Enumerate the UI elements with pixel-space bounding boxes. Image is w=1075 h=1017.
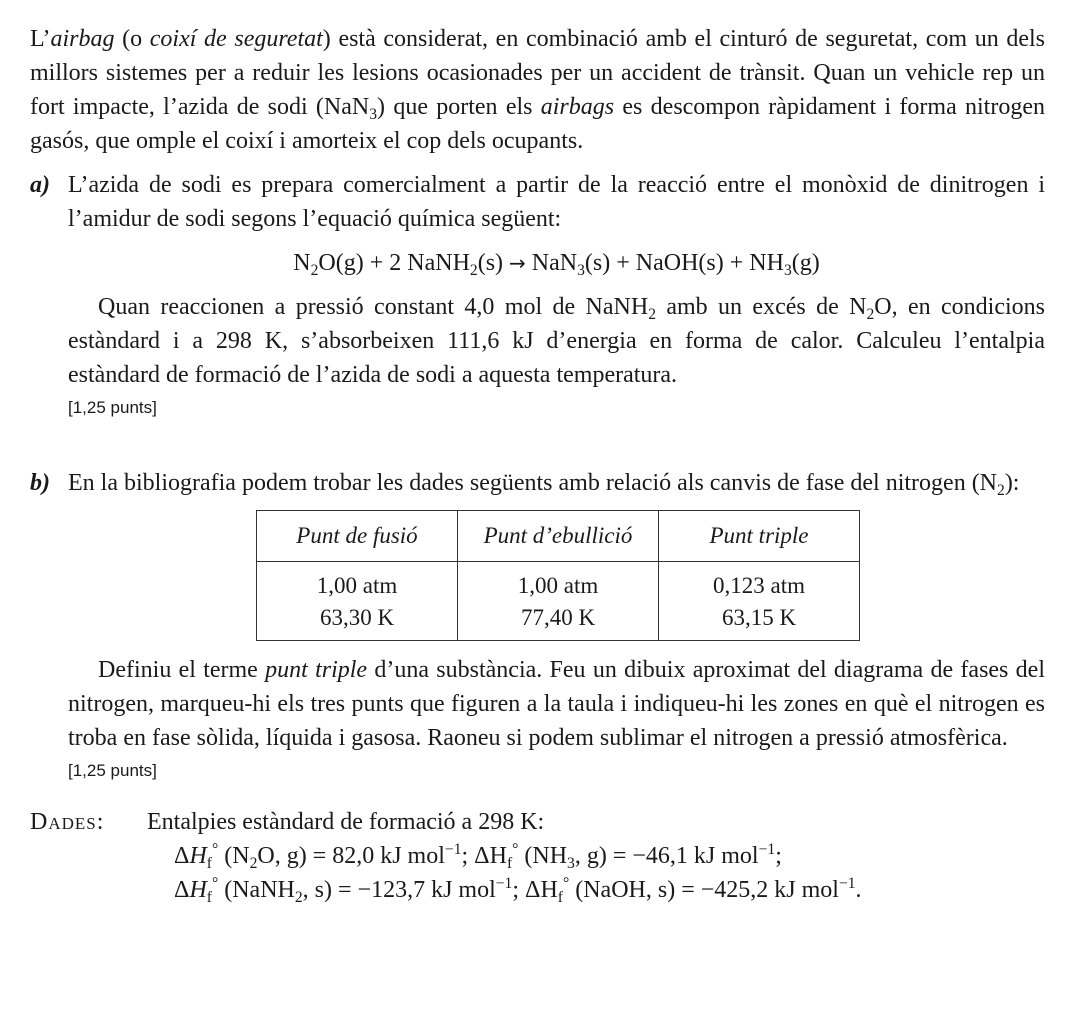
task-text: O, en condicions estàndard i a 298 K, s’absorbeixen 111,6 kJ d’energia en forma de calor. Calculeu l’entalpia estàndard de formació de l’azida de sodi a aquesta temperatura. bbox=[68, 294, 1046, 388]
task-text: amb un excés de N bbox=[655, 294, 867, 320]
question-b-statement bbox=[68, 466, 1045, 500]
superscript: −1 bbox=[758, 841, 776, 859]
data-text: (NaOH, s) = −425,2 kJ mol bbox=[569, 877, 839, 903]
superscript: ° bbox=[562, 875, 570, 893]
superscript: ° bbox=[211, 841, 219, 859]
equation-text: (s) bbox=[477, 250, 510, 276]
equation-text: (s) + NaOH(s) + NH bbox=[584, 250, 784, 276]
intro-text: (o bbox=[114, 26, 150, 52]
data-text: (NH bbox=[518, 843, 568, 869]
pressure-value: 0,123 atm bbox=[713, 573, 805, 598]
subscript: f bbox=[506, 855, 513, 873]
question-a-task bbox=[68, 290, 1045, 392]
question-a-points: [1,25 punts] bbox=[68, 398, 157, 417]
subscript: 2 bbox=[997, 482, 1005, 500]
intro-text: ) està considerat, en combinació amb el cinturó de seguretat, com un dels millors sistemes per a reduir les lesions ocasionades per un accident de trànsit. Quan un vehicle rep un fort impacte, l’azida de sodi (NaN bbox=[30, 26, 1045, 120]
question-b-label: b) bbox=[30, 470, 50, 496]
superscript: ° bbox=[512, 841, 519, 859]
subscript: 2 bbox=[294, 889, 303, 907]
question-b-task bbox=[68, 653, 1045, 755]
subscript: 2 bbox=[866, 306, 875, 324]
statement-text: En la bibliografia podem trobar les dades següents amb relació als canvis de fase del nitrogen (N bbox=[68, 470, 998, 496]
data-text: (N bbox=[218, 843, 250, 869]
intro-term-coixi: coixí de seguretat bbox=[149, 26, 323, 52]
table-row bbox=[257, 562, 860, 641]
data-text: ; bbox=[775, 843, 782, 869]
equation-text: N bbox=[293, 250, 311, 276]
table-cell bbox=[458, 562, 659, 641]
question-b bbox=[30, 466, 1046, 783]
question-a bbox=[30, 168, 1046, 420]
task-text: Quan reaccionen a pressió constant 4,0 mol de NaNH bbox=[98, 294, 649, 320]
superscript: −1 bbox=[838, 875, 856, 893]
exam-page bbox=[30, 22, 1045, 907]
subscript: f bbox=[206, 855, 212, 873]
pressure-value: 1,00 atm bbox=[316, 573, 398, 598]
delta-h-symbol: ΔH bbox=[174, 843, 207, 869]
table-header: Punt triple bbox=[659, 511, 860, 562]
temperature-value: 63,15 K bbox=[721, 605, 797, 630]
reaction-arrow-icon: → bbox=[509, 251, 526, 275]
intro-term-airbag: airbag bbox=[50, 26, 115, 52]
data-text: , g) = −46,1 kJ mol bbox=[574, 843, 759, 869]
chemical-equation bbox=[68, 246, 1045, 280]
subscript: 3 bbox=[577, 262, 585, 280]
data-line-2 bbox=[174, 839, 1045, 873]
data-text: (NaNH bbox=[218, 877, 295, 903]
subscript: 2 bbox=[648, 306, 656, 324]
table-cell bbox=[257, 562, 458, 641]
intro-text: ) que porten els bbox=[377, 94, 541, 120]
data-content bbox=[147, 805, 1045, 907]
temperature-value: 77,40 K bbox=[520, 605, 596, 630]
question-a-statement: L’azida de sodi es prepara comercialment a partir de la reacció entre el monòxid de dinitrogen i l’amidur de sodi segons l’equació química següent: bbox=[68, 172, 1045, 232]
question-a-label: a) bbox=[30, 172, 50, 198]
subscript: 3 bbox=[369, 106, 378, 124]
superscript: ° bbox=[211, 875, 219, 893]
data-line-3 bbox=[174, 873, 1045, 907]
intro-paragraph bbox=[30, 22, 1045, 158]
term-punt-triple: punt triple bbox=[265, 657, 368, 683]
task-text: d’una substància. Feu un dibuix aproximat del diagrama de fases del nitrogen, marqueu-hi els tres punts que figuren a la taula i indiqueu-hi les zones en què el nitrogen es troba en fase sòlida, líquida i gasosa. Raoneu si podem sublimar el nitrogen a pressió atmosfèrica. bbox=[68, 657, 1046, 751]
subscript: 3 bbox=[567, 855, 575, 873]
data-label: Dades: bbox=[30, 809, 105, 835]
data-text: ; ΔH bbox=[512, 877, 558, 903]
table-header: Punt de fusió bbox=[257, 511, 458, 562]
table-header-row bbox=[257, 511, 860, 562]
table-cell bbox=[659, 562, 860, 641]
equation-text: (g) bbox=[791, 250, 820, 276]
equation-text: O(g) + 2 NaNH bbox=[318, 250, 470, 276]
superscript: −1 bbox=[495, 875, 513, 893]
table-header: Punt d’ebullició bbox=[458, 511, 659, 562]
task-text: Definiu el terme bbox=[98, 657, 266, 683]
subscript: 2 bbox=[469, 262, 478, 280]
data-line-1: Entalpies estàndard de formació a 298 K: bbox=[147, 809, 545, 835]
intro-text: es descompon ràpidament i forma nitrogen gasós, que omple el coixí i amorteix el cop dels ocupants. bbox=[30, 94, 1045, 154]
delta-h-symbol: ΔH bbox=[174, 877, 207, 903]
data-text: . bbox=[855, 877, 862, 903]
phase-change-table bbox=[256, 510, 860, 641]
pressure-value: 1,00 atm bbox=[517, 573, 599, 598]
subscript: f bbox=[557, 889, 563, 907]
intro-text: L’ bbox=[30, 26, 51, 52]
data-text: ; ΔH bbox=[461, 843, 507, 869]
subscript: 3 bbox=[783, 262, 792, 280]
intro-term-airbags: airbags bbox=[540, 94, 615, 120]
subscript: f bbox=[206, 889, 212, 907]
superscript: −1 bbox=[444, 841, 462, 859]
temperature-value: 63,30 K bbox=[319, 605, 395, 630]
data-text: , s) = −123,7 kJ mol bbox=[302, 877, 496, 903]
question-b-points: [1,25 punts] bbox=[68, 761, 157, 780]
subscript: 2 bbox=[310, 262, 319, 280]
equation-text: NaN bbox=[525, 250, 578, 276]
data-section bbox=[30, 805, 1045, 907]
data-text: O, g) = 82,0 kJ mol bbox=[257, 843, 445, 869]
statement-text: ): bbox=[1004, 470, 1020, 496]
subscript: 2 bbox=[249, 855, 258, 873]
